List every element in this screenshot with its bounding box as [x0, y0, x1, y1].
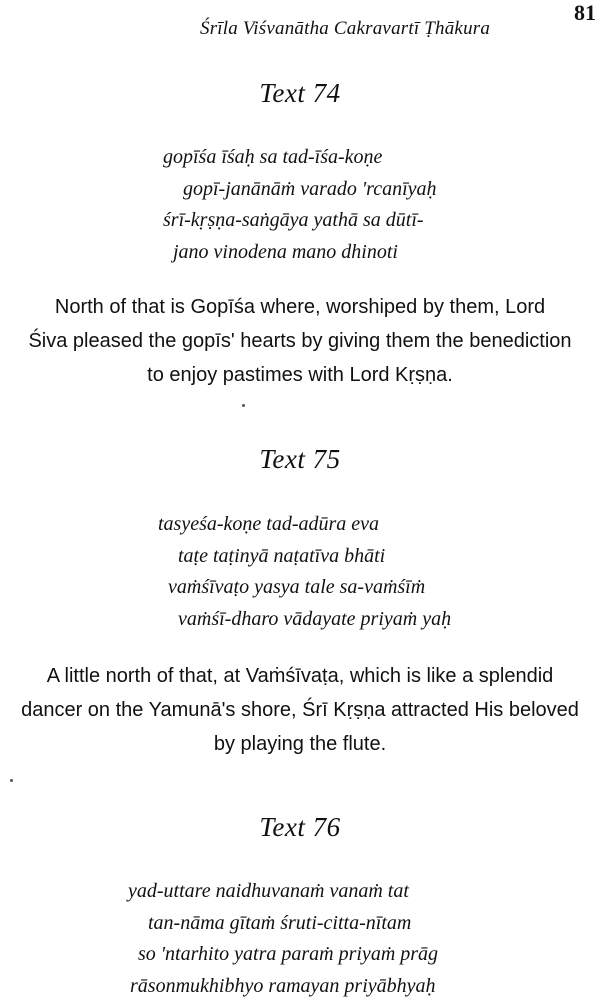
text-74-translation	[0, 290, 600, 392]
text-76-verse	[128, 876, 438, 1002]
speck	[242, 404, 245, 407]
text-74-verse	[163, 142, 437, 268]
verse-line: taṭe taṭinyā naṭatīva bhāti	[158, 541, 451, 573]
verse-line: yad-uttare naidhuvanaṁ vanaṁ tat	[128, 876, 438, 908]
verse-line: jano vinodena mano dhinoti	[163, 237, 437, 269]
translation-line: dancer on the Yamunā's shore, Śrī Kṛṣṇa attracted His beloved	[0, 693, 600, 727]
translation-line: by playing the flute.	[0, 727, 600, 761]
verse-line: gopī-janānāṁ varado 'rcanīyaḥ	[163, 174, 437, 206]
text-74-heading: Text 74	[0, 78, 600, 109]
verse-line: śrī-kṛṣṇa-saṅgāya yathā sa dūtī-	[163, 205, 437, 237]
running-title: Śrīla Viśvanātha Cakravartī Ṭhākura	[200, 18, 545, 40]
page-number: 81	[574, 0, 596, 26]
text-75-heading: Text 75	[0, 444, 600, 475]
translation-line: Śiva pleased the gopīs' hearts by giving them the benediction	[0, 324, 600, 358]
verse-line: tan-nāma gītaṁ śruti-citta-nītam	[128, 908, 438, 940]
verse-line: tasyeśa-koṇe tad-adūra eva	[158, 509, 451, 541]
translation-line: North of that is Gopīśa where, worshiped by them, Lord	[0, 290, 600, 324]
verse-line: so 'ntarhito yatra paraṁ priyaṁ prāg	[128, 939, 438, 971]
verse-line: gopīśa īśaḥ sa tad-īśa-koṇe	[163, 142, 437, 174]
speck	[10, 779, 13, 782]
verse-line: vaṁśīvaṭo yasya tale sa-vaṁśīṁ	[158, 572, 451, 604]
text-76-heading: Text 76	[0, 812, 600, 843]
verse-line: vaṁśī-dharo vādayate priyaṁ yaḥ	[158, 604, 451, 636]
translation-line: to enjoy pastimes with Lord Kṛṣṇa.	[0, 358, 600, 392]
verse-line: rāsonmukhibhyo ramayan priyābhyaḥ	[128, 971, 438, 1002]
text-75-translation	[0, 659, 600, 761]
text-75-verse	[158, 509, 451, 635]
translation-line: A little north of that, at Vaṁśīvaṭa, which is like a splendid	[0, 659, 600, 693]
